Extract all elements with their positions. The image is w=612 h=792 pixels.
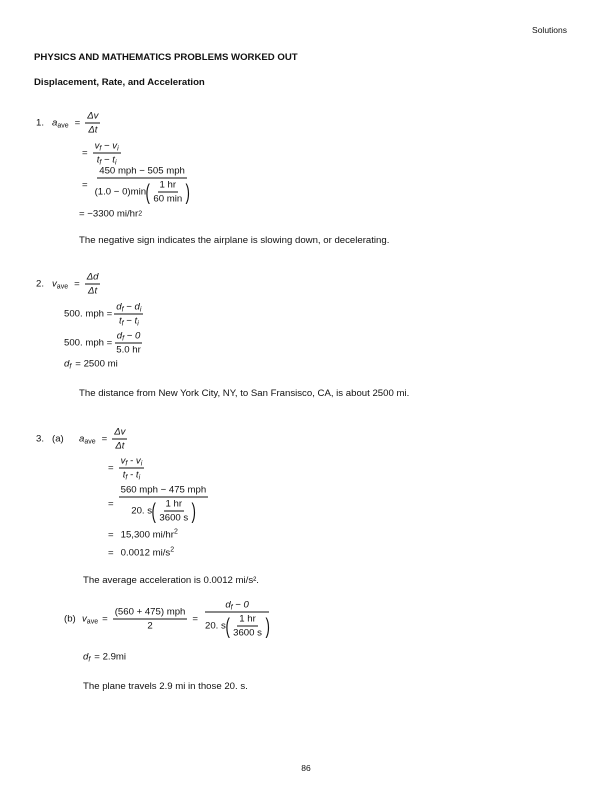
- denominator-text: (1.0 − 0)min: [94, 186, 147, 198]
- numerator: Δv: [114, 426, 126, 438]
- denominator: 2: [147, 620, 153, 632]
- result: 0.0012 $mi/s^2$: [120, 546, 175, 559]
- equals: =: [82, 179, 88, 191]
- inner-fraction: [231, 614, 264, 639]
- denominator: [203, 613, 271, 639]
- lhs-variable: $a_{ave}$: [52, 117, 69, 130]
- fraction: [93, 141, 121, 166]
- denominator-text: 20. s: [131, 505, 153, 517]
- denominator: 3600 s: [233, 627, 262, 639]
- problem-number: 3.: [36, 433, 45, 445]
- problem-number: 1.: [36, 117, 45, 129]
- fraction: [119, 485, 209, 524]
- equals: =: [74, 278, 80, 290]
- equation-lhs: 500. mph =: [64, 337, 113, 349]
- numerator: 1 hr: [165, 498, 183, 510]
- numerator: $v_f - v_i$: [94, 140, 119, 153]
- denominator: 3600 s: [159, 512, 189, 524]
- numerator: $d_f - d_i$: [116, 301, 142, 314]
- numerator: (560 + 475) mph: [114, 606, 186, 618]
- denominator: [93, 179, 192, 205]
- denominator-text: 20. s: [204, 620, 226, 632]
- left-paren: (: [145, 179, 150, 204]
- denominator: $t_f - t_i$: [118, 315, 139, 328]
- numerator: 1 hr: [239, 613, 256, 625]
- result-value: = 2500 mi: [75, 358, 118, 370]
- inner-fraction: [157, 499, 190, 524]
- equals: =: [74, 117, 81, 129]
- right-paren: ): [191, 498, 197, 523]
- result-variable: $d_f$: [64, 358, 72, 371]
- section-subtitle: Displacement, Rate, and Acceleration: [34, 77, 205, 88]
- denominator: Δt: [88, 285, 98, 297]
- problem-number: 2.: [36, 278, 45, 290]
- equals: =: [108, 529, 114, 541]
- result-value: = 2.9mi: [94, 651, 127, 663]
- fraction: [112, 427, 127, 452]
- part-label: (b): [64, 613, 76, 625]
- equals: =: [101, 433, 108, 445]
- numerator: $d_f - 0$: [116, 330, 141, 343]
- right-paren: ): [185, 179, 191, 204]
- fraction: [113, 607, 188, 632]
- numerator: Δd: [86, 271, 99, 283]
- fraction: [85, 272, 101, 297]
- denominator: Δt: [88, 124, 98, 136]
- equals: =: [192, 613, 198, 625]
- numerator: Δv: [87, 110, 99, 122]
- fraction: [203, 600, 271, 639]
- explanation: The distance from New York City, NY, to San Fransisco, CA, is about 2500 mi.: [79, 388, 410, 399]
- denominator: $t_f - t_i$: [96, 154, 117, 167]
- denominator: [129, 498, 197, 524]
- numerator: 1 hr: [159, 179, 177, 191]
- lhs-variable: $v_{ave}$: [52, 278, 69, 291]
- page-number: 86: [301, 763, 311, 773]
- denominator: $t_f - t_i$: [122, 469, 141, 482]
- result: 15,300 $mi/hr^2$: [120, 528, 178, 541]
- denominator: Δt: [115, 440, 125, 452]
- equals: =: [102, 613, 108, 625]
- numerator: 450 mph − 505 mph: [99, 165, 185, 177]
- explanation: The negative sign indicates the airplane is slowing down, or decelerating.: [79, 235, 390, 246]
- numerator: $d_f - 0$: [205, 600, 269, 613]
- explanation: The average acceleration is 0.0012 mi/s².: [83, 575, 259, 586]
- fraction: [93, 166, 192, 205]
- denominator: 5.0 hr: [116, 344, 141, 356]
- equals: =: [108, 462, 114, 474]
- result-variable: $d_f$: [83, 651, 91, 664]
- result: = −3300 mi/hr 2: [79, 208, 143, 220]
- part-label: (a): [52, 433, 64, 445]
- fraction: [114, 302, 143, 327]
- lhs-variable: $v_{ave}$: [82, 613, 99, 626]
- equals: =: [108, 498, 114, 510]
- fraction: [85, 111, 100, 136]
- page-title: PHYSICS AND MATHEMATICS PROBLEMS WORKED OUT: [34, 52, 298, 63]
- numerator: $v_f - v_i$: [120, 455, 143, 468]
- left-paren: (: [225, 613, 230, 638]
- left-paren: (: [151, 498, 156, 523]
- lhs-variable: $a_{ave}$: [79, 433, 96, 446]
- running-header: Solutions: [532, 25, 567, 35]
- right-paren: ): [265, 613, 270, 638]
- explanation: The plane travels 2.9 mi in those 20. s.: [83, 681, 248, 692]
- equals: =: [108, 547, 114, 559]
- equation-lhs: 500. mph =: [64, 308, 113, 320]
- fraction: [119, 456, 145, 481]
- numerator: 560 mph − 475 mph: [120, 484, 207, 496]
- inner-fraction: [151, 180, 184, 205]
- equals: =: [82, 147, 88, 159]
- fraction: [114, 331, 143, 356]
- denominator: 60 min: [153, 193, 183, 205]
